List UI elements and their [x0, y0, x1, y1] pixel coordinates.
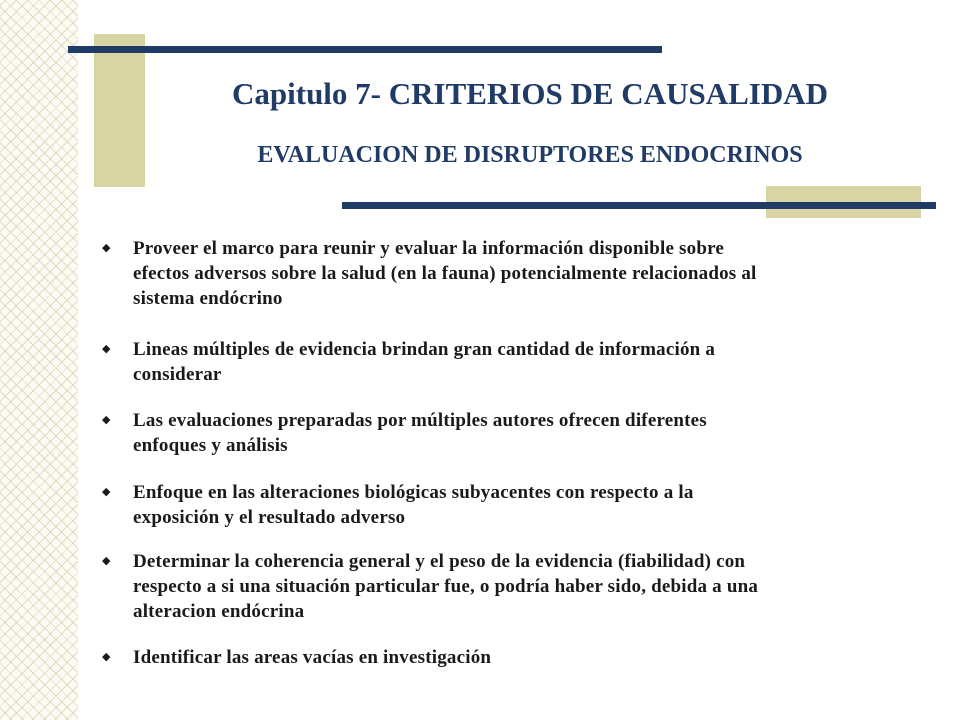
bullet-text — [133, 549, 758, 624]
bullet-line: respecto a si una situación particular fue, o podría haber sido, debida a una — [133, 576, 759, 597]
bullet-item — [100, 549, 920, 624]
diamond-bullet-icon: ◆ — [102, 242, 111, 254]
bullet-text — [133, 480, 694, 530]
slide-subtitle: EVALUACION DE DISRUPTORES ENDOCRINOS — [257, 142, 803, 168]
bullet-line: considerar — [133, 364, 222, 385]
diamond-bullet-icon: ◆ — [102, 414, 111, 426]
bullet-text — [133, 645, 491, 670]
bullet-line: Proveer el marco para reunir y evaluar la información disponible sobre — [133, 238, 725, 259]
diamond-bullet-icon: ◆ — [102, 651, 111, 663]
bullet-item — [100, 337, 920, 387]
bullet-line: alteracion endócrina — [133, 601, 305, 622]
bullet-line: Determinar la coherencia general y el peso de la evidencia (fiabilidad) con — [133, 551, 746, 572]
bullet-item — [100, 236, 920, 311]
bullet-line: Las evaluaciones preparadas por múltiples autores ofrecen diferentes — [133, 410, 707, 431]
bullet-text — [133, 408, 707, 458]
slide-title: Capitulo 7- CRITERIOS DE CAUSALIDAD — [232, 76, 828, 111]
bullet-text — [133, 236, 757, 311]
bullet-item — [100, 480, 920, 530]
diamond-bullet-icon: ◆ — [102, 486, 111, 498]
bullet-line: efectos adversos sobre la salud (en la fauna) potencialmente relacionados al — [133, 263, 757, 284]
diamond-bullet-icon: ◆ — [102, 343, 111, 355]
diamond-bullet-icon: ◆ — [102, 555, 111, 567]
bullet-line: Identificar las areas vacías en investigación — [133, 647, 492, 668]
bullet-text — [133, 337, 715, 387]
bullet-line: exposición y el resultado adverso — [133, 507, 406, 528]
bullet-item — [100, 645, 920, 670]
bullet-item — [100, 408, 920, 458]
bullet-line: Lineas múltiples de evidencia brindan gran cantidad de información a — [133, 339, 716, 360]
bullet-line: sistema endócrino — [133, 288, 283, 309]
bullet-line: enfoques y análisis — [133, 435, 288, 456]
bullet-line: Enfoque en las alteraciones biológicas subyacentes con respecto a la — [133, 482, 694, 503]
